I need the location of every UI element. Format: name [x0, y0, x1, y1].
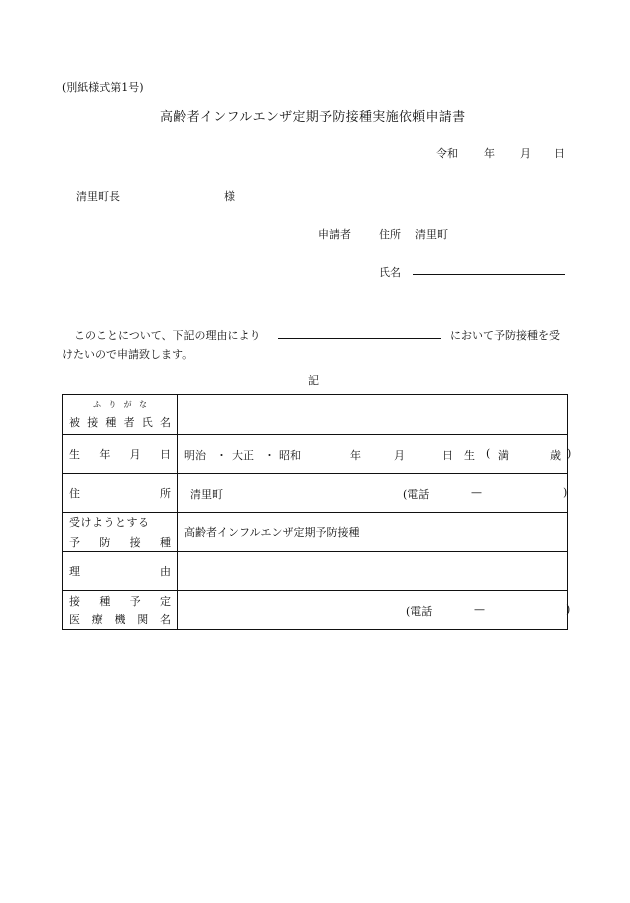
row-birthdate	[63, 435, 568, 474]
label-birthdate: 生 年 月 日	[63, 435, 178, 474]
era-separator: ・	[216, 449, 227, 462]
furigana-label: ふ り が な	[93, 400, 147, 409]
row-vaccine	[63, 513, 568, 552]
applicant-address-value: 清里町	[415, 228, 448, 241]
label-clinic	[63, 591, 178, 630]
application-form-table	[62, 394, 572, 630]
address-value: 清里町	[190, 488, 223, 501]
clinic-label-line1: 接 種 予 定	[69, 595, 171, 608]
birth-day-label: 日	[442, 449, 453, 462]
clinic-label-line2: 医 療 機 関 名	[69, 613, 171, 626]
birth-month-label: 月	[394, 449, 405, 462]
clinic-phone-dash: —	[474, 603, 485, 616]
reason-blank-field[interactable]	[278, 338, 441, 339]
body-line1-suffix: において予防接種を受	[450, 329, 560, 342]
address-field[interactable]	[178, 474, 568, 513]
birthdate-field[interactable]	[178, 435, 572, 474]
label-patient-name	[63, 395, 178, 435]
row-clinic	[63, 591, 568, 630]
age-paren-open: (	[486, 447, 491, 460]
vaccine-label-line1: 受けようとする	[69, 516, 150, 529]
era-meiji[interactable]: 明治	[184, 449, 206, 462]
era-taisho[interactable]: 大正	[232, 449, 254, 462]
date-year: 年	[484, 147, 495, 160]
date-era: 令和	[436, 147, 458, 160]
age-suffix: 歳	[550, 449, 561, 462]
label-reason: 理 由	[63, 552, 178, 591]
clinic-field[interactable]	[178, 591, 571, 630]
patient-name-field[interactable]	[178, 395, 568, 435]
era-separator: ・	[264, 449, 275, 462]
age-paren-close: )	[567, 447, 572, 460]
label-vaccine	[63, 513, 178, 552]
date-day: 日	[554, 147, 565, 160]
applicant-address-label: 住所	[379, 228, 401, 241]
ki-heading: 記	[308, 374, 319, 387]
document-title: 高齢者インフルエンザ定期予防接種実施依頼申請書	[160, 110, 466, 125]
address-phone-dash: —	[471, 486, 482, 499]
applicant-name-field[interactable]	[413, 274, 565, 275]
clinic-phone-open: (電話	[406, 605, 433, 618]
vaccine-field[interactable]	[178, 513, 568, 552]
applicant-label: 申請者	[318, 228, 351, 241]
applicant-name-label: 氏名	[379, 266, 401, 279]
body-line2: けたいので申請致します。	[62, 348, 194, 361]
address-phone-close: )	[563, 486, 568, 499]
addressee-honorific: 様	[224, 190, 235, 203]
body-line1-prefix: このことについて、下記の理由により	[74, 329, 261, 342]
row-patient-name	[63, 395, 568, 435]
birth-year-label: 年	[350, 449, 361, 462]
row-address	[63, 474, 568, 513]
date-month: 月	[520, 147, 531, 160]
address-phone-open: (電話	[403, 488, 430, 501]
vaccine-label-line2: 予 防 接 種	[69, 536, 171, 549]
form-number: (別紙様式第1号)	[62, 81, 144, 94]
patient-name-label: 被 接 種 者 氏 名	[69, 416, 171, 429]
clinic-phone-close: )	[566, 603, 571, 616]
vaccine-value: 高齢者インフルエンザ定期予防接種	[184, 526, 360, 539]
age-prefix: 満	[498, 449, 509, 462]
addressee-name: 清里町長	[76, 190, 120, 203]
era-showa[interactable]: 昭和	[279, 449, 301, 462]
row-reason	[63, 552, 568, 591]
born-label: 生	[464, 449, 475, 462]
reason-field[interactable]	[178, 552, 568, 591]
label-address: 住 所	[63, 474, 178, 513]
